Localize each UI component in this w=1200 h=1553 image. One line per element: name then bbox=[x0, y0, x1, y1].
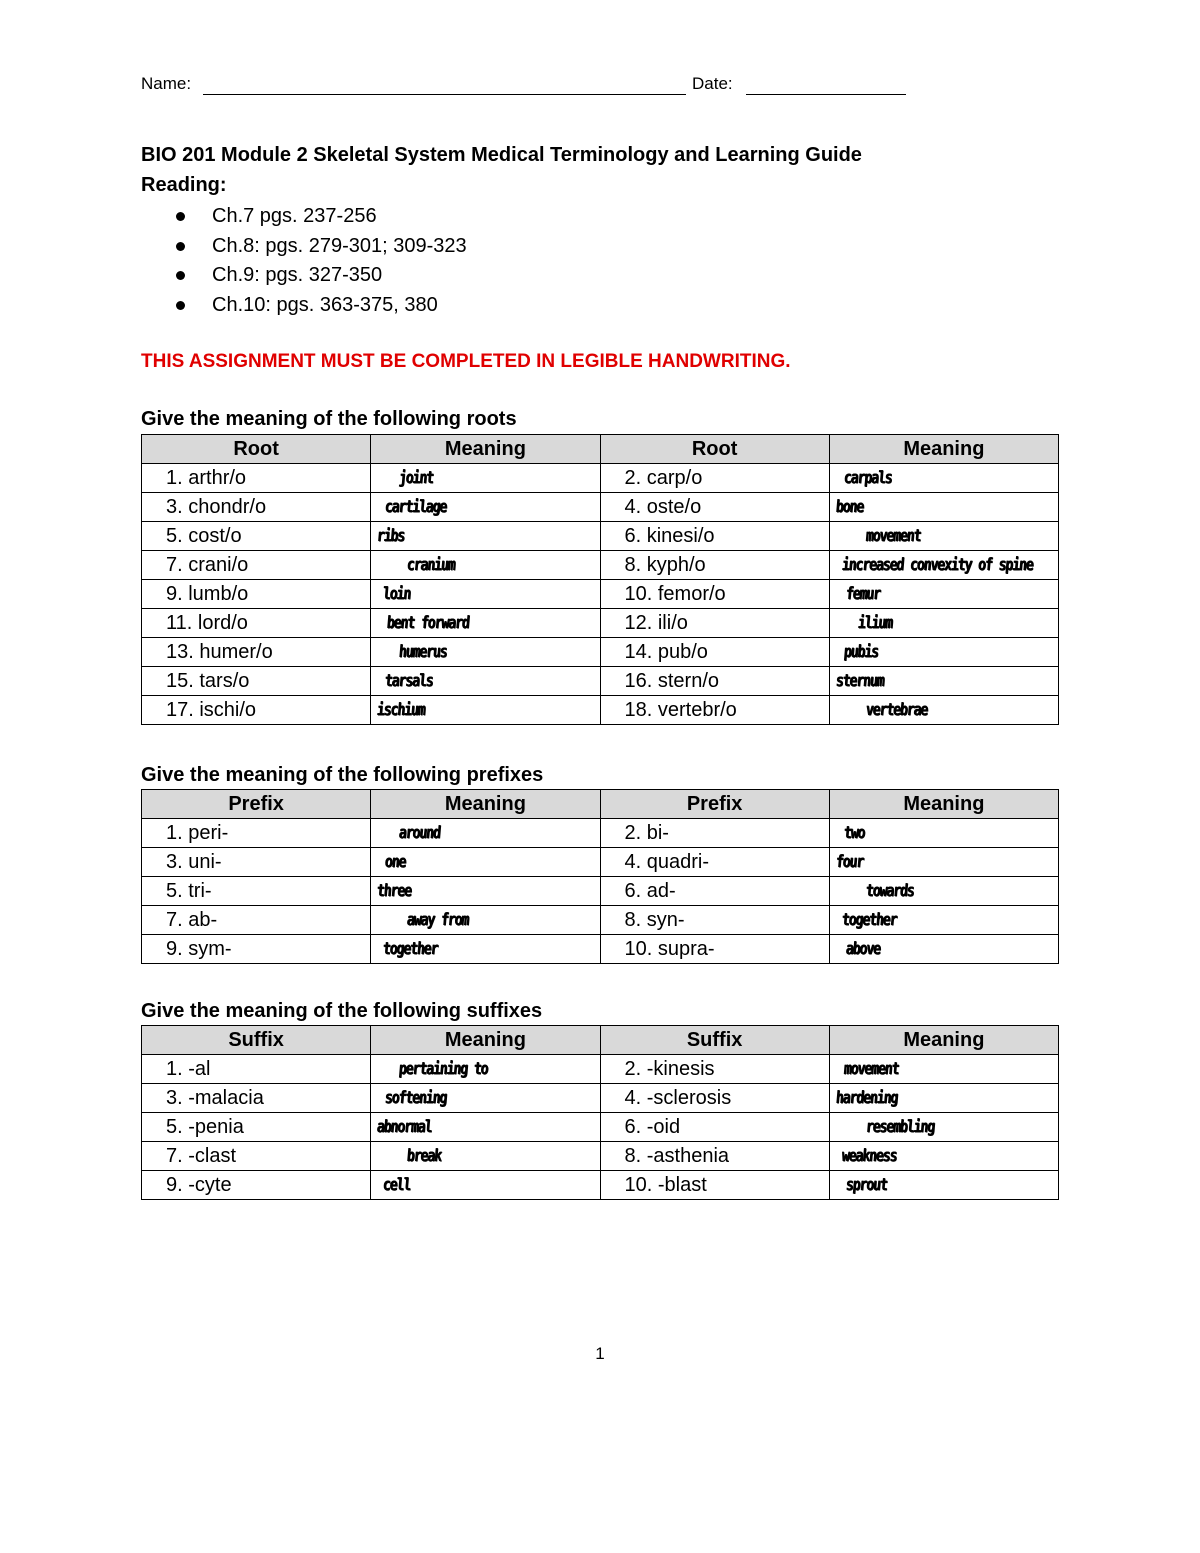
meaning-answer-cell[interactable] bbox=[371, 1084, 600, 1113]
handwritten-answer: movement bbox=[842, 1059, 900, 1079]
bullet-icon bbox=[176, 271, 185, 280]
term-cell: 1. -al bbox=[142, 1055, 371, 1084]
date-label: Date: bbox=[692, 74, 733, 93]
meaning-answer-cell[interactable] bbox=[829, 638, 1058, 667]
page-number: 1 bbox=[595, 1344, 605, 1363]
meaning-answer-cell[interactable] bbox=[829, 1084, 1058, 1113]
meaning-answer-cell[interactable] bbox=[829, 848, 1058, 877]
handwritten-answer: four bbox=[834, 852, 864, 872]
handwritten-answer: bone bbox=[834, 497, 864, 517]
reading-list bbox=[172, 203, 467, 322]
column-header: Prefix bbox=[600, 790, 829, 819]
meaning-answer-cell[interactable] bbox=[371, 906, 600, 935]
meaning-answer-cell[interactable] bbox=[371, 609, 600, 638]
meaning-answer-cell[interactable] bbox=[829, 1055, 1058, 1084]
term-cell: 7. ab- bbox=[142, 906, 371, 935]
meaning-answer-cell[interactable] bbox=[371, 493, 600, 522]
reading-item: Ch.8: pgs. 279-301; 309-323 bbox=[172, 233, 467, 263]
meaning-answer-cell[interactable] bbox=[371, 877, 600, 906]
column-header: Meaning bbox=[371, 435, 600, 464]
table-row bbox=[142, 1171, 1059, 1200]
meaning-answer-cell[interactable] bbox=[371, 1113, 600, 1142]
handwritten-answer: together bbox=[382, 939, 439, 959]
term-cell: 1. peri- bbox=[142, 819, 371, 848]
column-header: Suffix bbox=[142, 1026, 371, 1055]
column-header: Prefix bbox=[142, 790, 371, 819]
meaning-answer-cell[interactable] bbox=[829, 464, 1058, 493]
suffixes-heading: Give the meaning of the following suffixes bbox=[141, 1000, 543, 1022]
term-cell: 8. syn- bbox=[600, 906, 829, 935]
table-row bbox=[142, 551, 1059, 580]
meaning-answer-cell[interactable] bbox=[829, 522, 1058, 551]
handwritten-answer: together bbox=[840, 910, 898, 930]
term-cell: 17. ischi/o bbox=[142, 696, 371, 725]
bullet-icon bbox=[176, 242, 185, 251]
term-cell: 5. tri- bbox=[142, 877, 371, 906]
meaning-answer-cell[interactable] bbox=[371, 1142, 600, 1171]
handwritten-answer: softening bbox=[384, 1088, 448, 1108]
meaning-answer-cell[interactable] bbox=[371, 696, 600, 725]
term-cell: 7. crani/o bbox=[142, 551, 371, 580]
prefixes-heading: Give the meaning of the following prefixes bbox=[141, 764, 544, 786]
term-cell: 6. kinesi/o bbox=[600, 522, 829, 551]
meaning-answer-cell[interactable] bbox=[829, 580, 1058, 609]
reading-label: Reading: bbox=[141, 174, 227, 196]
table-row bbox=[142, 580, 1059, 609]
term-cell: 16. stern/o bbox=[600, 667, 829, 696]
meaning-answer-cell[interactable] bbox=[829, 1171, 1058, 1200]
handwritten-answer: weakness bbox=[840, 1146, 898, 1166]
term-cell: 12. ili/o bbox=[600, 609, 829, 638]
handwriting-notice: THIS ASSIGNMENT MUST BE COMPLETED IN LEGIBLE HANDWRITING. bbox=[141, 351, 791, 372]
column-header: Meaning bbox=[371, 790, 600, 819]
prefixes-table bbox=[141, 789, 1059, 964]
handwritten-answer: resembling bbox=[864, 1117, 935, 1137]
reading-item: Ch.10: pgs. 363-375, 380 bbox=[172, 292, 467, 322]
table-header-row bbox=[142, 435, 1059, 464]
handwritten-answer: vertebrae bbox=[864, 700, 928, 720]
handwritten-answer: bent forward bbox=[386, 613, 470, 633]
term-cell: 5. cost/o bbox=[142, 522, 371, 551]
meaning-answer-cell[interactable] bbox=[829, 1142, 1058, 1171]
table-row bbox=[142, 1055, 1059, 1084]
handwritten-answer: cell bbox=[382, 1175, 412, 1195]
handwritten-answer: above bbox=[844, 939, 881, 959]
table-row bbox=[142, 667, 1059, 696]
handwritten-answer: ribs bbox=[376, 526, 406, 546]
table-row bbox=[142, 1113, 1059, 1142]
table-row bbox=[142, 696, 1059, 725]
roots-heading: Give the meaning of the following roots bbox=[141, 408, 517, 430]
term-cell: 10. femor/o bbox=[600, 580, 829, 609]
handwritten-answer: break bbox=[406, 1146, 443, 1166]
term-cell: 18. vertebr/o bbox=[600, 696, 829, 725]
name-label: Name: bbox=[141, 74, 192, 93]
date-field[interactable] bbox=[746, 94, 906, 95]
meaning-answer-cell[interactable] bbox=[371, 1055, 600, 1084]
term-cell: 2. carp/o bbox=[600, 464, 829, 493]
table-row bbox=[142, 1142, 1059, 1171]
meaning-answer-cell[interactable] bbox=[829, 667, 1058, 696]
handwritten-answer: sprout bbox=[844, 1175, 888, 1195]
handwritten-answer: around bbox=[398, 823, 441, 843]
term-cell: 8. kyph/o bbox=[600, 551, 829, 580]
handwritten-answer: pertaining to bbox=[398, 1059, 489, 1079]
meaning-answer-cell[interactable] bbox=[829, 609, 1058, 638]
meaning-answer-cell[interactable] bbox=[371, 464, 600, 493]
term-cell: 13. humer/o bbox=[142, 638, 371, 667]
term-cell: 6. ad- bbox=[600, 877, 829, 906]
handwritten-answer: carpals bbox=[842, 468, 893, 488]
handwritten-answer: three bbox=[376, 881, 413, 901]
meaning-answer-cell[interactable] bbox=[829, 551, 1058, 580]
page-title: BIO 201 Module 2 Skeletal System Medical Terminology and Learning Guide bbox=[141, 144, 862, 166]
meaning-answer-cell[interactable] bbox=[371, 638, 600, 667]
meaning-answer-cell[interactable] bbox=[829, 1113, 1058, 1142]
meaning-answer-cell[interactable] bbox=[371, 667, 600, 696]
column-header: Meaning bbox=[829, 435, 1058, 464]
term-cell: 9. sym- bbox=[142, 935, 371, 964]
column-header: Meaning bbox=[829, 1026, 1058, 1055]
term-cell: 15. tars/o bbox=[142, 667, 371, 696]
table-row bbox=[142, 819, 1059, 848]
handwritten-answer: pubis bbox=[842, 642, 879, 662]
bullet-icon bbox=[176, 301, 185, 310]
handwritten-answer: cranium bbox=[406, 555, 456, 575]
term-cell: 3. -malacia bbox=[142, 1084, 371, 1113]
table-row bbox=[142, 638, 1059, 667]
meaning-answer-cell[interactable] bbox=[371, 551, 600, 580]
term-cell: 6. -oid bbox=[600, 1113, 829, 1142]
term-cell: 2. bi- bbox=[600, 819, 829, 848]
suffixes-table bbox=[141, 1025, 1059, 1200]
handwritten-answer: movement bbox=[864, 526, 922, 546]
table-header-row bbox=[142, 1026, 1059, 1055]
handwritten-answer: two bbox=[842, 823, 866, 843]
term-cell: 9. lumb/o bbox=[142, 580, 371, 609]
column-header: Root bbox=[600, 435, 829, 464]
term-cell: 8. -asthenia bbox=[600, 1142, 829, 1171]
meaning-answer-cell[interactable] bbox=[829, 493, 1058, 522]
handwritten-answer: tarsals bbox=[384, 671, 434, 691]
meaning-answer-cell[interactable] bbox=[829, 935, 1058, 964]
handwritten-answer: hardening bbox=[834, 1088, 898, 1108]
column-header: Root bbox=[142, 435, 371, 464]
term-cell: 10. -blast bbox=[600, 1171, 829, 1200]
term-cell: 11. lord/o bbox=[142, 609, 371, 638]
meaning-answer-cell[interactable] bbox=[371, 819, 600, 848]
term-cell: 7. -clast bbox=[142, 1142, 371, 1171]
meaning-answer-cell[interactable] bbox=[371, 848, 600, 877]
meaning-answer-cell[interactable] bbox=[371, 1171, 600, 1200]
term-cell: 10. supra- bbox=[600, 935, 829, 964]
term-cell: 1. arthr/o bbox=[142, 464, 371, 493]
column-header: Meaning bbox=[829, 790, 1058, 819]
column-header: Meaning bbox=[371, 1026, 600, 1055]
meaning-answer-cell[interactable] bbox=[829, 906, 1058, 935]
roots-table bbox=[141, 434, 1059, 725]
term-cell: 2. -kinesis bbox=[600, 1055, 829, 1084]
table-header-row bbox=[142, 790, 1059, 819]
table-row bbox=[142, 522, 1059, 551]
term-cell: 3. uni- bbox=[142, 848, 371, 877]
meaning-answer-cell[interactable] bbox=[829, 696, 1058, 725]
table-row bbox=[142, 1084, 1059, 1113]
reading-item: Ch.9: pgs. 327-350 bbox=[172, 262, 467, 292]
handwritten-answer: loin bbox=[382, 584, 412, 604]
handwritten-answer: joint bbox=[398, 468, 435, 488]
handwritten-answer: abnormal bbox=[376, 1117, 433, 1137]
term-cell: 9. -cyte bbox=[142, 1171, 371, 1200]
handwritten-answer: towards bbox=[864, 881, 915, 901]
term-cell: 4. -sclerosis bbox=[600, 1084, 829, 1113]
handwritten-answer: cartilage bbox=[384, 497, 448, 517]
column-header: Suffix bbox=[600, 1026, 829, 1055]
table-row bbox=[142, 609, 1059, 638]
meaning-answer-cell[interactable] bbox=[371, 935, 600, 964]
meaning-answer-cell[interactable] bbox=[829, 877, 1058, 906]
name-field[interactable] bbox=[203, 94, 686, 95]
handwritten-answer: sternum bbox=[834, 671, 885, 691]
handwritten-answer: away from bbox=[406, 910, 470, 930]
bullet-icon bbox=[176, 212, 185, 221]
handwritten-answer: femur bbox=[844, 584, 881, 604]
meaning-answer-cell[interactable] bbox=[371, 522, 600, 551]
table-row bbox=[142, 493, 1059, 522]
table-row bbox=[142, 906, 1059, 935]
table-row bbox=[142, 935, 1059, 964]
term-cell: 4. quadri- bbox=[600, 848, 829, 877]
meaning-answer-cell[interactable] bbox=[371, 580, 600, 609]
term-cell: 14. pub/o bbox=[600, 638, 829, 667]
handwritten-answer: humerus bbox=[398, 642, 448, 662]
handwritten-answer: increased convexity of spine bbox=[840, 555, 1034, 575]
handwritten-answer: ischium bbox=[376, 700, 426, 720]
table-row bbox=[142, 848, 1059, 877]
term-cell: 3. chondr/o bbox=[142, 493, 371, 522]
table-row bbox=[142, 877, 1059, 906]
handwritten-answer: one bbox=[384, 852, 407, 872]
term-cell: 4. oste/o bbox=[600, 493, 829, 522]
term-cell: 5. -penia bbox=[142, 1113, 371, 1142]
handwritten-answer: ilium bbox=[856, 613, 893, 633]
table-row bbox=[142, 464, 1059, 493]
meaning-answer-cell[interactable] bbox=[829, 819, 1058, 848]
reading-item: Ch.7 pgs. 237-256 bbox=[172, 203, 467, 233]
